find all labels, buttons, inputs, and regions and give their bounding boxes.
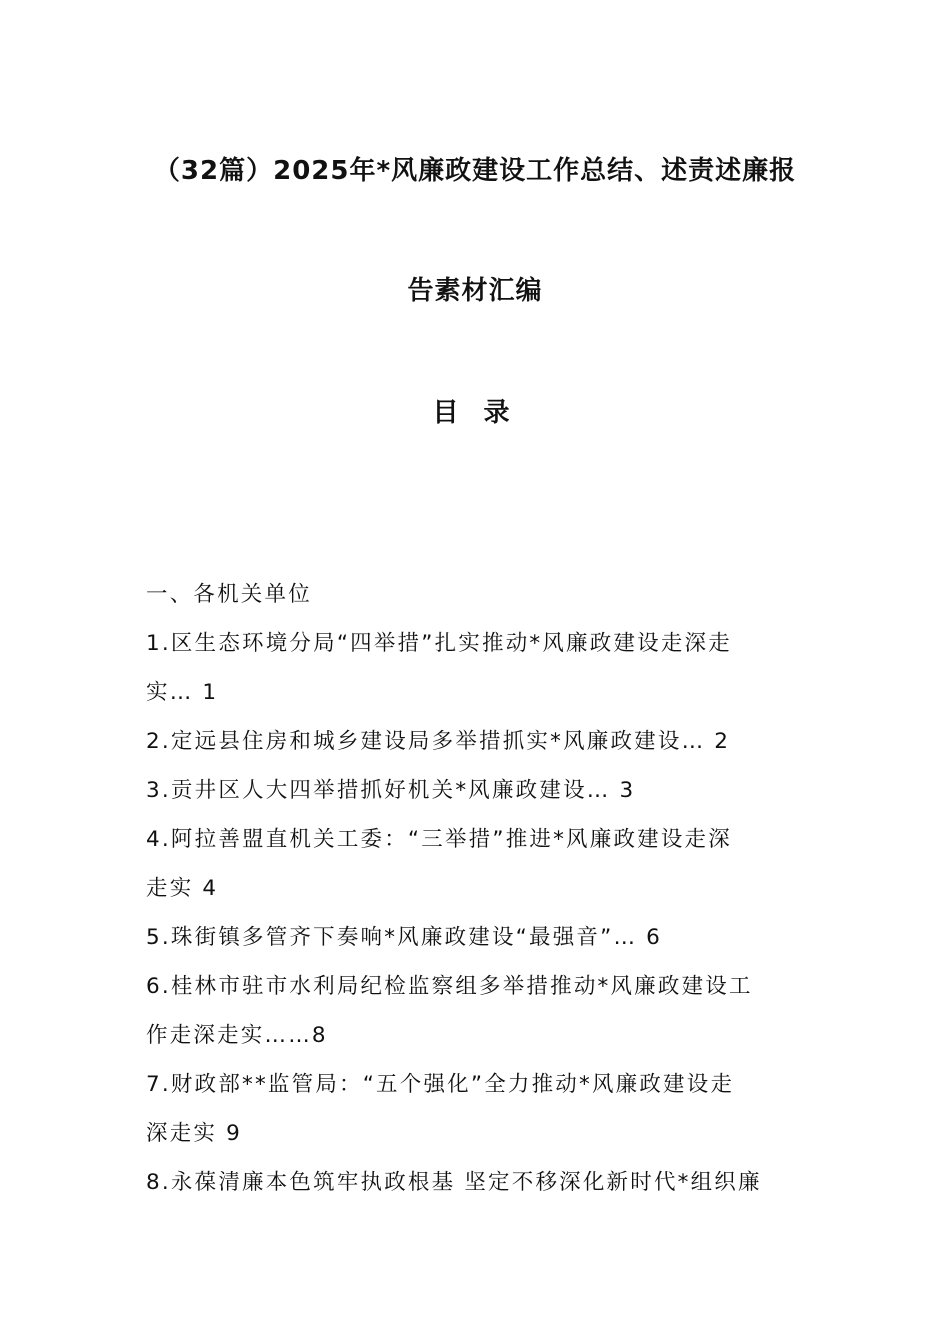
toc-line: 4.阿拉善盟直机关工委：“三举措”推进*风廉政建设走深 [146,827,732,852]
document-title-line-2: 告素材汇编 [407,276,543,306]
toc-line: 走实 4 [146,876,219,901]
toc-line: 5.珠街镇多管齐下奏响*风廉政建设“最强音”… 6 [146,925,663,950]
toc-line: 实… 1 [146,680,219,705]
toc-line: 3.贡井区人大四举措抓好机关*风廉政建设… 3 [146,778,636,803]
toc-heading: 目 录 [432,398,518,428]
document-title-line-1: （32篇）2025年*风廉政建设工作总结、述责述廉报 [153,156,797,186]
toc-line: 作走深走实……8 [146,1023,328,1048]
toc-section-heading: 一、各机关单位 [146,582,312,607]
toc-line: 深走实 9 [146,1121,243,1146]
toc-line: 2.定远县住房和城乡建设局多举措抓实*风廉政建设… 2 [146,729,731,754]
toc-line: 8.永葆清廉本色筑牢执政根基 坚定不移深化新时代*组织廉 [146,1170,762,1195]
table-of-contents [146,570,808,1207]
toc-line: 6.桂林市驻市水利局纪检监察组多举措推动*风廉政建设工 [146,974,753,999]
toc-line: 1.区生态环境分局“四举措”扎实推动*风廉政建设走深走 [146,631,732,656]
toc-line: 7.财政部**监管局：“五个强化”全力推动*风廉政建设走 [146,1072,735,1097]
